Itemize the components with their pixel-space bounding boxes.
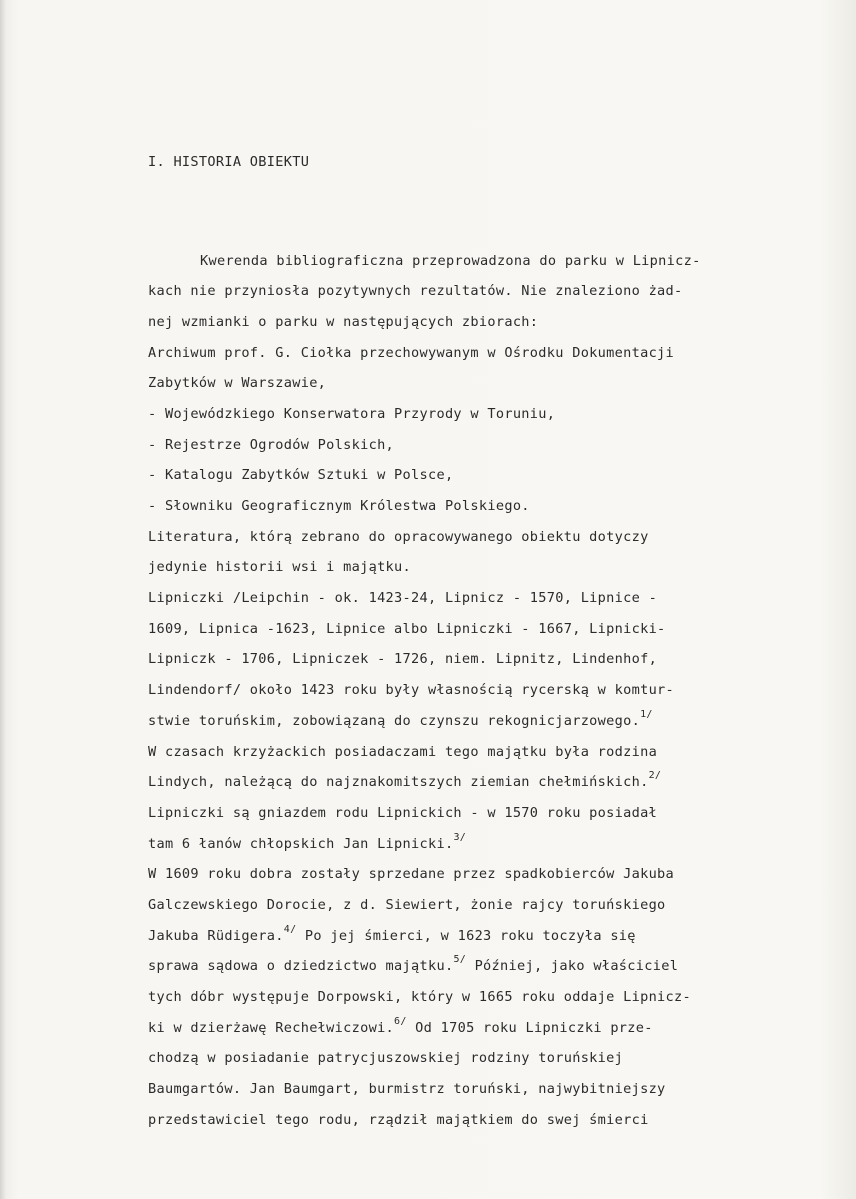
text-line [148,644,828,675]
text-line [148,1013,828,1044]
line-text: Baumgartów. Jan Baumgart, burmistrz toruński, najwybitniejszy [148,1081,666,1098]
text-line [148,552,828,583]
line-text: Lipniczk - 1706, Lipniczek - 1726, niem. Lipnitz, Lindenhof, [148,651,658,668]
line-text-continued: Po jej śmierci, w 1623 roku toczyła się [296,927,636,944]
line-text: przedstawiciel tego rodu, rządził majątkiem do swej śmierci [148,1111,649,1128]
text-line [148,1105,828,1136]
text-line [148,430,828,461]
text-line [148,982,828,1013]
text-line [148,276,828,307]
text-line [148,675,828,706]
line-text: Kwerenda bibliograficzna przeprowadzona do parku w Lipnicz- [200,252,701,269]
line-text: Lipniczki /Leipchin - ok. 1423-24, Lipnicz - 1570, Lipnice - [148,590,658,607]
line-text-continued: Od 1705 roku Lipniczki prze- [406,1019,653,1036]
text-line [148,951,828,982]
line-text: Zabytków w Warszawie, [148,375,327,392]
line-text: Literatura, którą zebrano do opracowywanego obiektu dotyczy [148,528,649,545]
line-text: Lindych, należącą do najznakomitszych ziemian chełmińskich. [148,774,649,791]
text-line [148,706,828,737]
paragraph-lines [148,246,828,1136]
line-text: nej wzmianki o parku w następujących zbiorach: [148,313,539,330]
text-line [148,460,828,491]
line-text: sprawa sądowa o dziedzictwo majątku. [148,958,454,975]
line-text: kach nie przyniosła pozytywnych rezultatów. Nie znaleziono żad- [148,283,683,300]
footnote-marker: 4/ [283,923,297,935]
text-line [148,859,828,890]
line-text: Jakuba Rüdigera. [148,927,284,944]
line-text: - Rejestrze Ogrodów Polskich, [148,436,395,453]
text-line [148,921,828,952]
text-line [148,338,828,369]
line-text: W czasach krzyżackich posiadaczami tego majątku była rodzina [148,743,658,760]
line-text-continued: Później, jako właściciel [466,958,679,975]
line-text: Lipniczki są gniazdem rodu Lipnickich - w 1570 roku posiadał [148,804,658,821]
line-text: Lindendorf/ około 1423 roku były własnością rycerską w komtur- [148,682,675,699]
text-line [148,246,828,277]
text-line [148,1043,828,1074]
typed-text-body [148,86,828,1197]
page-edge-shadow [0,0,6,1199]
line-text: W 1609 roku dobra zostały sprzedane przez spadkobierców Jakuba [148,866,675,883]
footnote-marker: 6/ [394,1015,407,1027]
line-text: - Katalogu Zabytków Sztuki w Polsce, [148,467,454,484]
footnote-marker: 2/ [648,770,662,782]
line-text: ki w dzierżawę Rechełwiczowi. [148,1019,395,1036]
text-line [148,798,828,829]
text-line [148,767,828,798]
text-line [148,1074,828,1105]
footnote-marker: 5/ [453,954,467,966]
line-text: jedynie historii wsi i majątku. [148,559,412,576]
text-line [148,737,828,768]
line-text: tych dóbr występuje Dorpowski, który w 1665 roku oddaje Lipnicz- [148,989,691,1005]
text-line [148,522,828,553]
line-text: stwie toruńskim, zobowiązaną do czynszu rekognicjarzowego. [148,712,641,729]
section-heading: I. HISTORIA OBIEKTU [148,154,310,171]
text-line [148,399,828,430]
text-line [148,829,828,860]
line-text: chodzą w posiadanie patrycjuszowskiej rodziny toruńskiej [148,1050,624,1067]
text-line [148,307,828,338]
text-line [148,491,828,522]
line-text: 1609, Lipnica -1623, Lipnice albo Lipniczki - 1667, Lipnicki- [148,620,666,637]
text-line [148,890,828,921]
line-text: - Słowniku Geograficznym Królestwa Polskiego. [148,498,530,514]
text-line [148,368,828,399]
footnote-marker: 1/ [640,708,653,720]
line-text: - Wojewódzkiego Konserwatora Przyrody w Toruniu, [148,405,556,422]
text-line [148,614,828,645]
footnote-marker: 3/ [453,831,467,843]
text-line [148,583,828,614]
line-text: tam 6 łanów chłopskich Jan Lipnicki. [148,835,454,852]
line-text: Galczewskiego Dorocie, z d. Siewiert, żonie rajcy toruńskiego [148,896,666,913]
line-text: Archiwum prof. G. Ciołka przechowywanym w Ośrodku Dokumentacji [148,344,675,361]
